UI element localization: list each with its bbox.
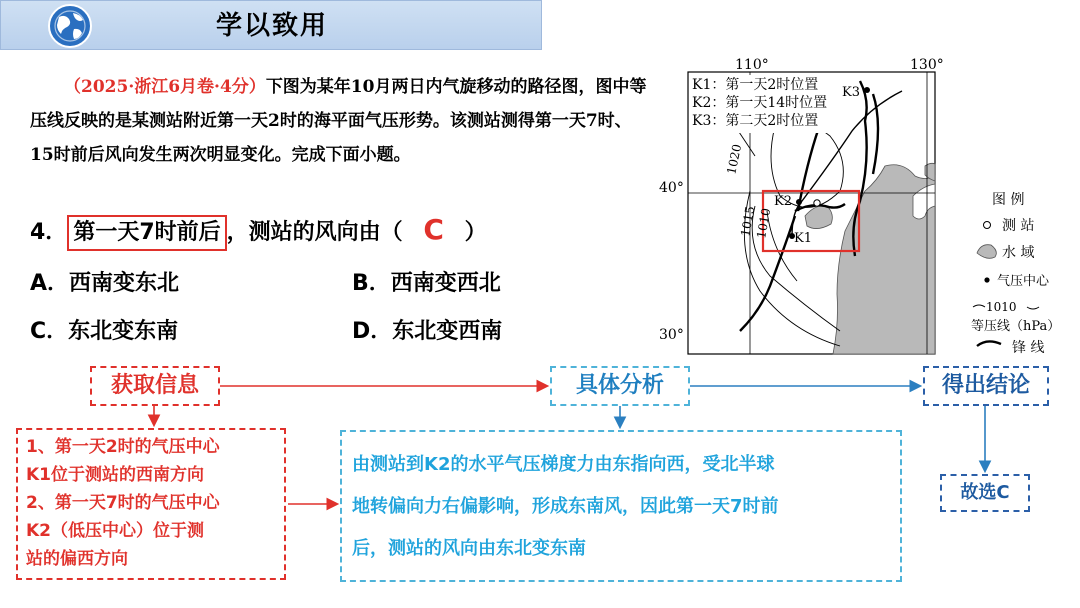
question-4: [30, 210, 487, 250]
question-highlight: 第一天7时前后: [67, 215, 226, 251]
info-line: 2、第一天7时的气压中心: [26, 493, 220, 513]
option-d: D．东北变西南: [352, 319, 503, 344]
question-prompt: ，测站的风向由（: [226, 220, 403, 245]
question-stem: [30, 70, 655, 172]
option-c: C．东北变东南: [30, 319, 179, 344]
k1-label: K1: [794, 231, 812, 246]
question-number: 4．: [30, 220, 68, 245]
key-station-symbol: [984, 222, 991, 229]
k2-label: K2: [774, 194, 792, 209]
iso-1020-label: 1020: [724, 142, 745, 176]
title-bar: [0, 0, 542, 50]
key-water-symbol: [977, 245, 996, 259]
key-station: 测 站: [1002, 218, 1035, 234]
legend-k1: K1：第一天2时位置: [692, 77, 819, 93]
key-center-symbol: [984, 277, 989, 282]
station-point: [814, 200, 820, 206]
key-front-symbol: [977, 341, 1001, 346]
key-center: 气压中心: [997, 274, 1050, 289]
iso-1015-label: 1015: [738, 205, 758, 238]
key-isobar: 等压线（hPa）: [971, 319, 1061, 334]
step-conclusion: 得出结论: [923, 366, 1049, 406]
analysis-box: [340, 430, 902, 582]
k3-point: [864, 87, 870, 93]
step-analysis: 具体分析: [550, 366, 690, 406]
lat-30-label: 30°: [659, 327, 684, 343]
k3-label: K3: [842, 85, 860, 100]
conclusion-box: 故选C: [940, 474, 1030, 512]
analysis-line: 地转偏向力右偏影响，形成东南风，因此第一天7时前: [352, 496, 779, 517]
lon-110-label: 110°: [735, 57, 769, 73]
key-front: 锋 线: [1012, 340, 1045, 356]
step-get-info: 获取信息: [90, 366, 220, 406]
legend-k2: K2：第一天14时位置: [692, 95, 828, 111]
answer-mark: C: [423, 213, 444, 246]
info-line: K2（低压中心）位于测: [26, 521, 205, 541]
legend-k3: K3：第二天2时位置: [692, 113, 819, 129]
option-a: A．西南变东北: [30, 271, 180, 296]
analysis-line: 后，测站的风向由东北变东南: [352, 538, 586, 559]
question-text: 下图为某年10月两日内气旋移动的路径图，图中等压线反映的是某测站附近第一天2时的海平面气压形势。该测站测得第一天7时、15时前后风向发生两次明显变化。完成下面小题。: [30, 77, 647, 165]
question-close: ）: [464, 220, 487, 245]
lat-40-label: 40°: [659, 180, 684, 196]
key-title: 图 例: [992, 192, 1025, 208]
k2-point: [796, 199, 802, 205]
cyclone-map: [655, 56, 1075, 356]
iso-1010-label: 1010: [754, 207, 774, 240]
info-line: 站的偏西方向: [26, 549, 128, 569]
key-iso-value: 1010: [986, 300, 1017, 314]
lon-130-label: 130°: [910, 57, 944, 73]
question-source: （2025·浙江6月卷·4分）: [64, 77, 266, 97]
info-line: 1、第一天2时的气压中心: [26, 437, 220, 457]
key-water: 水 域: [1002, 245, 1035, 261]
page-title: 学以致用: [215, 11, 328, 41]
option-b: B．西南变西北: [352, 271, 501, 296]
info-box: [16, 428, 286, 580]
info-line: K1位于测站的西南方向: [26, 465, 205, 485]
analysis-line: 由测站到K2的水平气压梯度力由东指向西，受北半球: [352, 454, 775, 475]
